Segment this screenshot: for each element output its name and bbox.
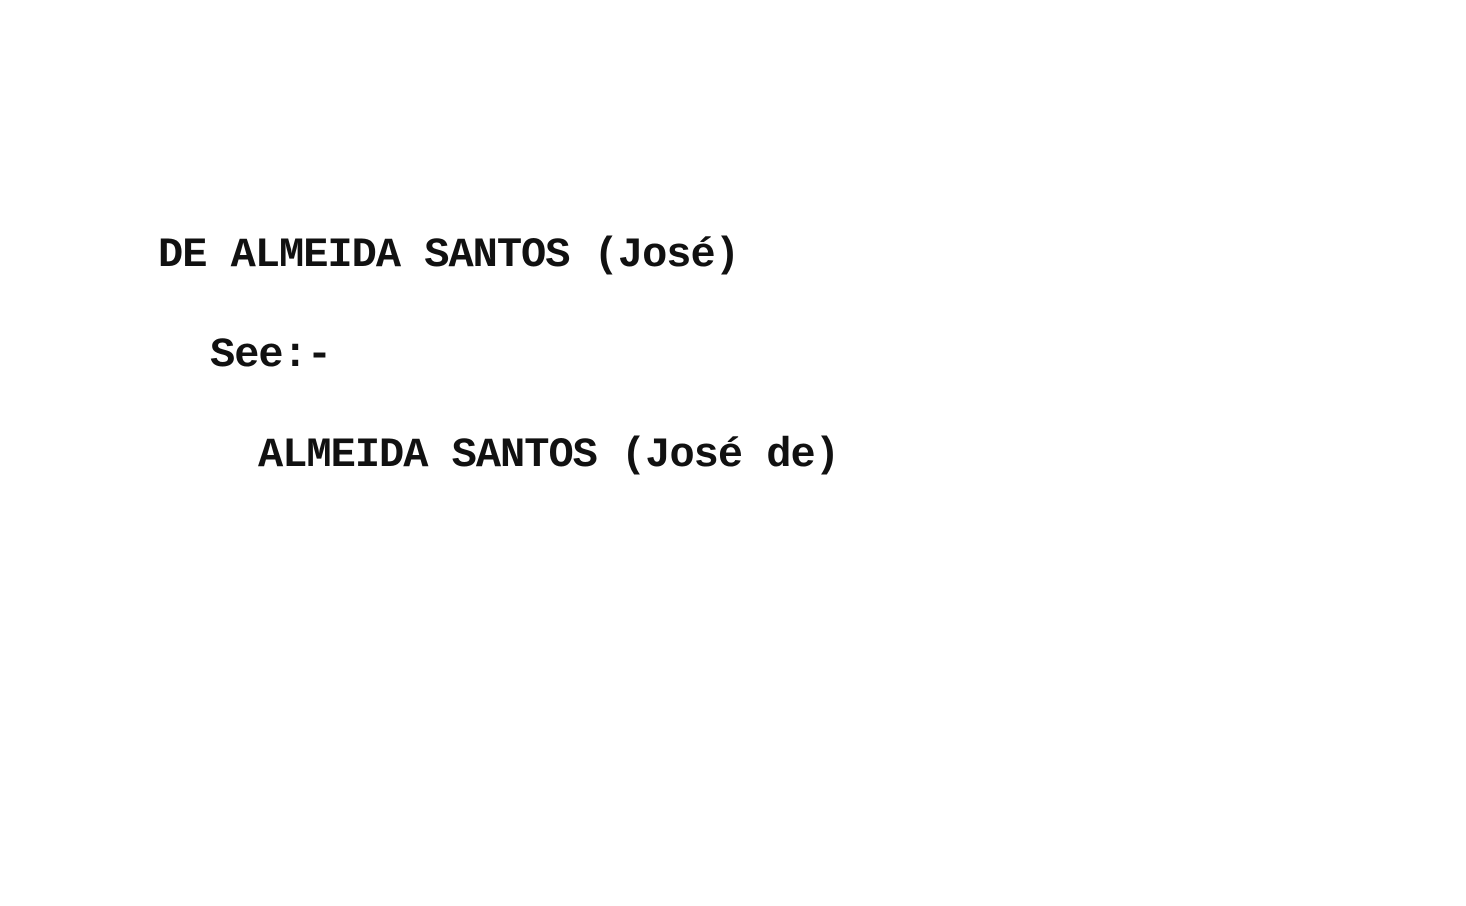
see-label: See:-: [210, 331, 332, 379]
cross-reference: ALMEIDA SANTOS (José de): [258, 431, 839, 479]
entry-heading: DE ALMEIDA SANTOS (José): [158, 231, 739, 279]
